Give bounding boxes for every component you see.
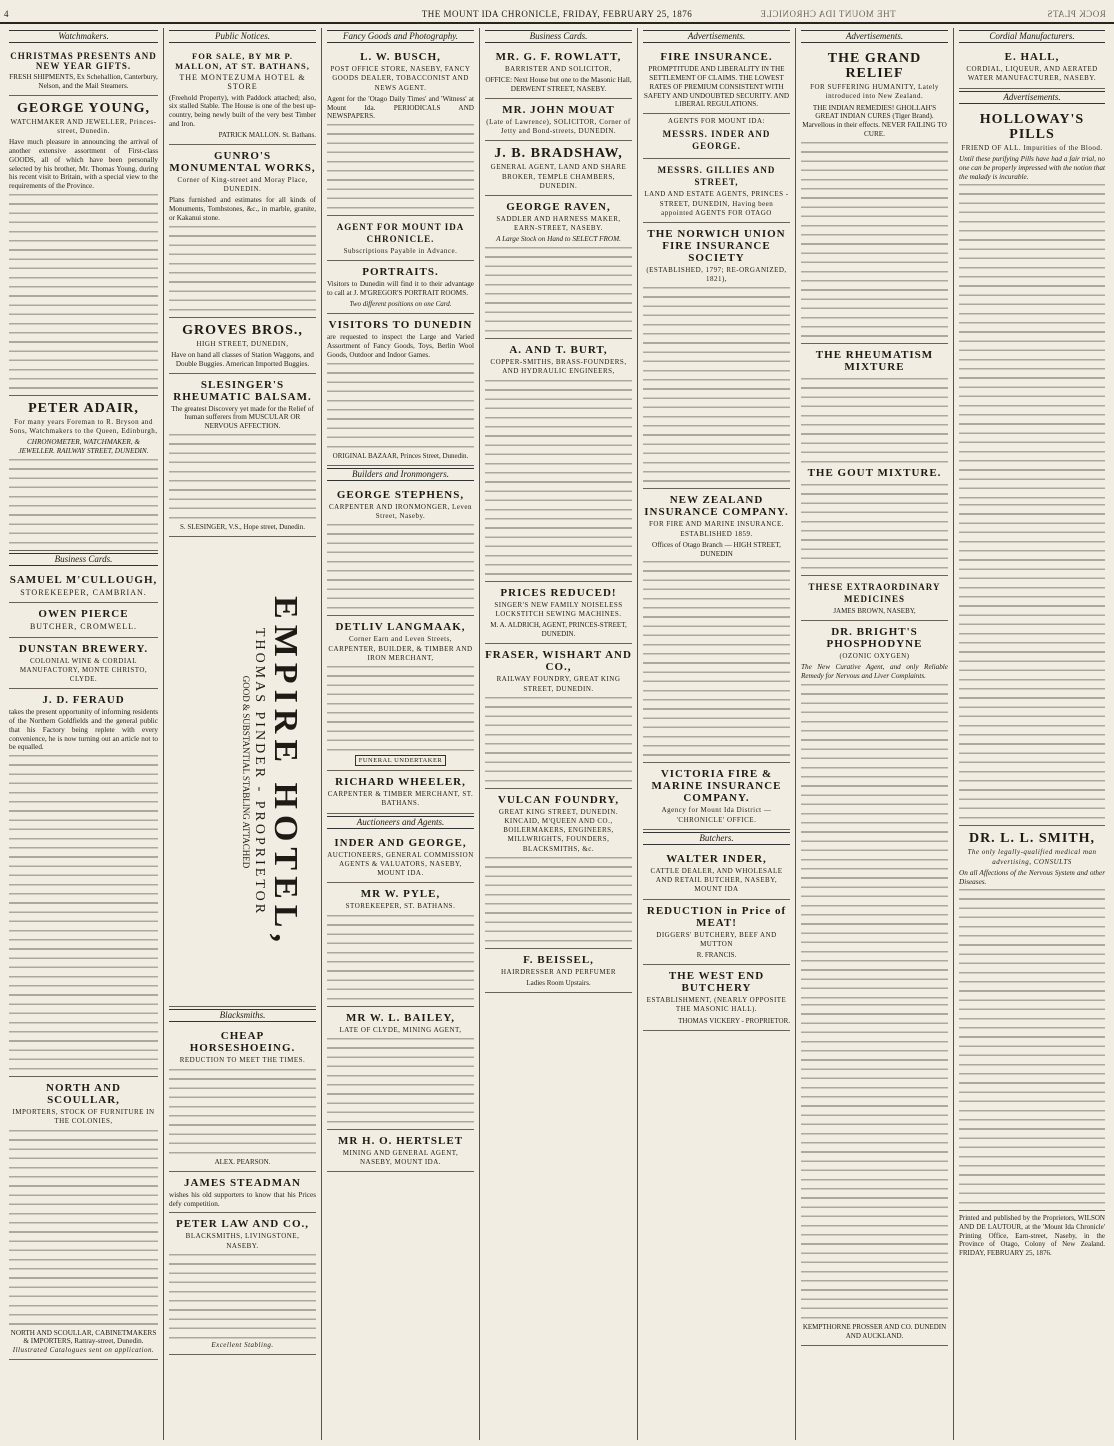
advert-heading: J. B. BRADSHAW,	[494, 146, 623, 162]
advert-heading: PORTRAITS.	[362, 266, 439, 279]
small-print-text	[801, 681, 948, 1001]
advert-bright-phosphodyne	[801, 621, 948, 1346]
advert-proprietor: THOMAS PINDER - PROPRIETOR	[251, 627, 267, 916]
advert-subheading: (OZONIC OXYGEN)	[839, 652, 910, 660]
advert-body: takes the present opportunity of informing residents of the Northern Goldfields and the general public that his Factory being replete with every convenience, he is now turning out an article not to be equalled.	[9, 708, 158, 752]
publisher-imprint: Printed and published by the Proprietors, WILSON AND DE LAUTOUR, at the 'Mount Ida Chronicle' Printing Office, Earn-street, Naseby, in the Province of Otago, Colony of New Zealand. FRIDAY, FEBRUARY 25, 1876.	[959, 1214, 1105, 1257]
advert-heading: SAMUEL M'CULLOUGH,	[9, 574, 158, 587]
advert-jd-feraud	[9, 689, 158, 1077]
funeral-undertaker-box: FUNERAL UNDERTAKER	[355, 755, 447, 766]
small-print-text	[485, 244, 632, 334]
advert-subheading: HAIRDRESSER AND PERFUMER	[500, 967, 617, 976]
advert-victoria-insurance	[643, 763, 790, 829]
small-print-text	[169, 1066, 316, 1156]
section-heading: Advertisements.	[959, 91, 1105, 104]
advert-a-and-t-burt	[485, 339, 632, 581]
small-print-text	[327, 912, 474, 1002]
column-2	[164, 28, 322, 1440]
advert-body: Until these purifying Pills have had a fair trial, no one can be properly impressed with the notion that the malady is incurable.	[959, 155, 1105, 181]
advert-heading: VICTORIA FIRE & MARINE INSURANCE COMPANY.	[651, 768, 782, 805]
advert-subheading: THE MONTEZUMA HOTEL & STORE	[179, 73, 306, 92]
small-print-text	[485, 377, 632, 577]
advert-heading: GEORGE YOUNG,	[16, 100, 151, 116]
advert-detliv-langmaak	[327, 616, 474, 771]
advert-body: are requested to inspect the Large and Varied Assortment of Fancy Goods, Toys, Berlin Wool Goods, Outdoor and Indoor Games.	[327, 333, 474, 359]
advert-heading: MESSRS. INDER AND GEORGE.	[662, 129, 771, 152]
advert-subheading: AUCTIONEERS, GENERAL COMMISSION AGENTS & VALUATORS, NASEBY, MOUNT IDA.	[327, 850, 474, 878]
advert-heading: THE NORWICH UNION FIRE INSURANCE SOCIETY	[647, 228, 786, 264]
advert-subheading: The only legally-qualified medical man advertising, CONSULTS	[967, 848, 1097, 866]
small-print-text	[327, 663, 474, 753]
advert-heading: NEW ZEALAND INSURANCE COMPANY.	[644, 494, 789, 519]
advert-subheading: Corner of King-street and Moray Place, DUNEDIN.	[177, 176, 308, 194]
column-4	[480, 28, 638, 1440]
advert-subheading: CARPENTER & TIMBER MERCHANT, ST. BATHANS.	[327, 790, 474, 808]
newspaper-title: THE MOUNT IDA CHRONICLE, FRIDAY, FEBRUARY 25, 1876	[421, 9, 693, 19]
small-print-text	[801, 1001, 948, 1321]
advert-footer: Excellent Stabling.	[211, 1340, 274, 1349]
advert-jb-bradshaw	[485, 141, 632, 196]
advert-heading: HOLLOWAY'S PILLS	[979, 111, 1085, 142]
advert-heading: FOR SALE, BY MR P. MALLON, AT ST. BATHANS,	[175, 51, 310, 72]
newspaper-columns	[4, 28, 1110, 1440]
advert-subheading: GREAT KING STREET, DUNEDIN. KINCAID, M'QUEEN AND CO., BOILERMAKERS, ENGINEERS, MILLWRIGHTS, FOUNDERS, BLACKSMITHS, &c.	[498, 807, 619, 853]
advert-subheading: STOREKEEPER, ST. BATHANS.	[345, 902, 456, 911]
advert-subheading: BLACKSMITHS, LIVINGSTONE, NASEBY.	[185, 1232, 300, 1250]
advert-body: wishes his old supporters to know that his Prices defy competition.	[169, 1190, 316, 1208]
advert-diggers-butchery	[643, 900, 790, 966]
advert-body: Have on hand all classes of Station Waggons, and Double Buggies. American Imported Buggies.	[171, 351, 314, 368]
advert-heading: CHRISTMAS PRESENTS AND NEW YEAR GIFTS.	[10, 51, 157, 72]
section-heading: Cordial Manufacturers.	[959, 30, 1105, 43]
advert-subheading: Corner Earn and Leven Streets, CARPENTER, BUILDER, & TIMBER AND IRON MERCHANT,	[328, 635, 473, 662]
advert-stabling: GOOD & SUBSTANTIAL STABLING ATTACHED	[240, 675, 251, 868]
advert-heading: THE WEST END BUTCHERY	[668, 970, 765, 995]
advert-body: A Large Stock on Hand to SELECT FROM.	[496, 235, 621, 244]
advert-lw-busch	[327, 46, 474, 216]
section-heading: Business Cards.	[485, 30, 632, 43]
advert-vulcan-foundry	[485, 789, 632, 949]
advert-heading: DUNSTAN BREWERY.	[18, 642, 149, 655]
advert-heading: THE RHEUMATISM MIXTURE	[815, 348, 934, 373]
advert-visitors-to-dunedin	[327, 314, 474, 466]
advert-holloways-pills	[959, 107, 1105, 827]
advert-heading: FIRE INSURANCE.	[660, 51, 773, 64]
advert-north-and-scoullar	[9, 1077, 158, 1360]
section-heading: Fancy Goods and Photography.	[327, 30, 474, 43]
section-heading: Builders and Ironmongers.	[327, 468, 474, 481]
small-print-text	[169, 1251, 316, 1341]
advert-heading: EMPIRE HOTEL,	[266, 595, 304, 948]
advert-heading: THE GRAND RELIEF	[827, 51, 922, 82]
advert-chronicle-agent	[327, 216, 474, 261]
advert-west-end-butchery	[643, 965, 790, 1031]
section-heading: Auctioneers and Agents.	[327, 816, 474, 829]
advert-subheading: LATE OF CLYDE, MINING AGENT,	[339, 1025, 462, 1034]
advert-subheading: LAND AND ESTATE AGENTS, PRINCES - STREET, DUNEDIN, Having been appointed AGENTS FOR OTAGO	[644, 190, 789, 217]
advert-montezuma-hotel	[169, 46, 316, 145]
advert-subheading: BUTCHER, CROMWELL.	[29, 622, 138, 632]
column-1	[4, 28, 164, 1440]
advert-cheap-horseshoeing	[169, 1025, 316, 1171]
column-7	[954, 28, 1110, 1440]
advert-slesingers-balsam	[169, 374, 316, 538]
advert-heading: MR. G. F. ROWLATT,	[495, 51, 622, 64]
advert-body: NORTH AND SCOULLAR, CABINETMAKERS & IMPORTERS, Rattray-street, Dunedin.	[10, 1328, 157, 1346]
advert-dunstan-brewery	[9, 638, 158, 690]
advert-subheading: FRIEND OF ALL. Impurities of the Blood.	[961, 143, 1103, 152]
advert-ho-hertslet	[327, 1130, 474, 1172]
advert-body: On all Affections of the Nervous System and other Diseases.	[959, 868, 1105, 886]
advert-subheading: HIGH STREET, DUNEDIN,	[196, 339, 289, 348]
advert-heading: L. W. BUSCH,	[360, 51, 441, 64]
advert-peter-law	[169, 1213, 316, 1355]
advert-body: Agent for the 'Otago Daily Times' and 'Witness' at Mount Ida. PERIODICALS AND NEWSPAPERS.	[327, 94, 474, 121]
advert-fraser-wishart	[485, 644, 632, 788]
advert-samuel-mcullough	[9, 569, 158, 603]
advert-subheading: Agency for Mount Ida District — 'CHRONICLE' OFFICE.	[661, 806, 772, 824]
small-print-text	[169, 223, 316, 313]
advert-body: (Freehold Property), with Paddock attached; also, six stalled Stable. The House is one of the best up-country, being newly built of the very best Timber and Iron.	[169, 93, 316, 128]
advert-signature: ORIGINAL BAZAAR, Princes Street, Dunedin.	[332, 451, 469, 460]
advert-heading: A. AND T. BURT,	[509, 344, 608, 357]
section-heading: Blacksmiths.	[169, 1009, 316, 1022]
advert-rheumatism-mixture	[801, 344, 948, 576]
small-print-text	[9, 752, 158, 1072]
advert-subheading: RAILWAY FOUNDRY, GREAT KING STREET, DUNEDIN.	[496, 675, 621, 693]
small-print-text	[801, 481, 948, 571]
advert-inder-and-george	[327, 832, 474, 884]
advert-subheading: GENERAL AGENT, LAND AND SHARE BROKER, TEMPLE CHAMBERS, DUNEDIN.	[490, 163, 627, 190]
advert-signature: THOMAS VICKERY - PROPRIETOR.	[678, 1016, 790, 1025]
advert-john-mouat	[485, 99, 632, 141]
advert-james-steadman	[169, 1172, 316, 1214]
advert-body: Plans furnished and estimates for all kinds of Monuments, Tombstones, &c., in marble, granite, or Kakanui stone.	[169, 196, 316, 222]
advert-fire-insurance	[643, 46, 790, 114]
masthead	[0, 6, 1114, 24]
advert-body: Visitors to Dunedin will find it to their advantage to call at J. M'GREGOR'S PORTRAIT ROOMS.	[327, 280, 474, 298]
column-5	[638, 28, 796, 1440]
advert-owen-pierce	[9, 603, 158, 637]
advert-new-zealand-insurance	[643, 489, 790, 763]
advert-body: Offices of Otago Branch — HIGH STREET, DUNEDIN	[652, 540, 781, 558]
advert-heading: THESE EXTRAORDINARY MEDICINES	[808, 581, 941, 604]
advert-subheading: STOREKEEPER, CAMBRIAN.	[20, 588, 147, 598]
advert-body: CHRONOMETER, WATCHMAKER, & JEWELLER. RAILWAY STREET, DUNEDIN.	[18, 438, 149, 456]
advert-heading: VISITORS TO DUNEDIN	[328, 319, 473, 332]
advert-heading: VULCAN FOUNDRY,	[497, 793, 620, 806]
advert-subheading: (ESTABLISHED, 1797; RE-ORGANIZED, 1821),	[646, 266, 787, 284]
advert-heading: GEORGE RAVEN,	[506, 201, 611, 214]
advert-body: The New Curative Agent, and only Reliable Remedy for Nervous and Liver Complaints.	[801, 663, 948, 680]
section-heading: Business Cards.	[9, 553, 158, 566]
advert-subheading: SADDLER AND HARNESS MAKER, EARN-STREET, NASEBY.	[496, 215, 621, 233]
small-print-text	[959, 501, 1105, 821]
bleed-through-text-left: THE MOUNT IDA CHRONICLE	[760, 9, 896, 19]
advert-footer: Illustrated Catalogues sent on application.	[12, 1346, 155, 1355]
small-print-text	[643, 558, 790, 758]
advert-signature: Ladies Room Upstairs.	[526, 979, 591, 988]
small-print-text	[801, 375, 948, 465]
advert-subheading: (Late of Lawrence), SOLICITOR, Corner of Jetty and Bond-streets, DUNEDIN.	[486, 118, 631, 136]
advert-subheading: REDUCTION TO MEET THE TIMES.	[179, 1056, 306, 1065]
advert-empire-hotel	[169, 537, 316, 1007]
small-print-text	[485, 854, 632, 944]
advert-norwich-union	[643, 223, 790, 489]
small-print-text	[643, 284, 790, 484]
advert-signature: PATRICK MALLON. St. Bathans.	[218, 130, 316, 139]
advert-richard-wheeler	[327, 771, 474, 813]
advert-signature: S. SLESINGER, V.S., Hope street, Dunedin.	[180, 522, 305, 531]
advert-heading: PETER LAW AND CO.,	[175, 1218, 309, 1231]
advert-subheading: POST OFFICE STORE, NASEBY, FANCY GOODS DEALER, TOBACCONIST AND NEWS AGENT.	[330, 65, 471, 92]
bleed-through-text-right: ROCK PLATS	[1047, 9, 1106, 19]
advert-signature: Two different positions on one Card.	[349, 300, 452, 308]
advert-agents-mount-ida	[643, 114, 790, 159]
advert-subheading: FOR SUFFERING HUMANITY, Lately introduced into New Zealand.	[810, 83, 939, 101]
advert-heading: J. D. FERAUD	[42, 694, 125, 707]
advert-gf-rowlatt	[485, 46, 632, 99]
rotated-advert-text	[183, 547, 303, 997]
advert-w-pyle	[327, 883, 474, 1006]
advert-heading: MR W. PYLE,	[360, 888, 441, 901]
section-heading: Public Notices.	[169, 30, 316, 43]
advert-subheading: DIGGERS' BUTCHERY, BEEF AND MUTTON	[656, 930, 777, 948]
advert-heading: INDER AND GEORGE,	[334, 836, 467, 849]
advert-george-young	[9, 96, 158, 396]
advert-george-stephens	[327, 484, 474, 616]
advert-subheading: For many years Foreman to R. Bryson and Sons, Watchmakers to the Queen, Edinburgh,	[9, 417, 158, 436]
advert-peter-adair	[9, 396, 158, 551]
advert-signature: JAMES BROWN, NASEBY,	[833, 606, 916, 615]
small-print-text	[9, 1127, 158, 1327]
small-print-text	[169, 431, 316, 521]
advert-subheading: WATCHMAKER AND JEWELLER, Princes-street, Dunedin.	[10, 117, 157, 135]
advert-e-hall	[959, 46, 1105, 88]
advert-body: The greatest Discovery yet made for the Relief of human sufferers from MUSCULAR OR NERVOUS AFFECTION.	[171, 404, 314, 431]
advert-f-beissel	[485, 949, 632, 993]
advert-body: Have much pleasure in announcing the arrival of another extensive assortment of First-class GOODS, all of which have been personally selected by his brother, Mr. Thomas Young, during his recent visit to Britain, with a special view to the requirements of the Province.	[9, 138, 158, 191]
advert-heading: AGENT FOR MOUNT IDA CHRONICLE.	[336, 222, 465, 245]
advert-signature: KEMPTHORNE PROSSER AND CO. DUNEDIN AND AUCKLAND.	[802, 1322, 947, 1340]
advert-heading: GROVES BROS.,	[182, 322, 303, 338]
advert-grand-relief	[801, 46, 948, 344]
advert-heading: F. BEISSEL,	[523, 953, 594, 966]
advert-signature: R. FRANCIS.	[696, 951, 737, 960]
advert-subheading: IMPORTERS, STOCK OF FURNITURE IN THE COLONIES,	[12, 1108, 155, 1126]
advert-heading: RICHARD WHEELER,	[335, 776, 466, 789]
advert-heading: MR H. O. HERTSLET	[337, 1134, 464, 1147]
advert-subheading: Subscriptions Payable in Advance.	[343, 247, 458, 256]
advert-subheading: FOR FIRE AND MARINE INSURANCE. ESTABLISHED 1859.	[649, 520, 784, 538]
advert-body: PROMPTITUDE AND LIBERALITY IN THE SETTLEMENT OF CLAIMS. THE LOWEST RATES OF PREMIUM CONSISTENT WITH SAFETY AND UNDOUBTED SECURITY. AND LIBERAL REGULATIONS.	[643, 65, 790, 109]
advert-subheading: SINGER'S NEW FAMILY NOISELESS LOCKSTITCH SEWING MACHINES.	[494, 600, 623, 618]
small-print-text	[801, 139, 948, 339]
advert-heading: MR. JOHN MOUAT	[502, 104, 615, 116]
advert-subheading: CARPENTER AND IRONMONGER, Leven Street, Naseby.	[328, 503, 473, 521]
advert-heading: DR. L. L. SMITH,	[968, 831, 1096, 847]
advert-body: FRESH SHIPMENTS, Ex Schehallion, Canterbury, Nelson, and the Mail Steamers.	[9, 73, 158, 90]
advert-christmas-presents	[9, 46, 158, 96]
advert-gunros-monumental	[169, 145, 316, 318]
section-heading: Butchers.	[643, 832, 790, 845]
advert-heading: NORTH AND SCOULLAR,	[46, 1082, 121, 1107]
advert-subheading: ESTABLISHMENT, (NEARLY OPPOSITE THE MASONIC HALL).	[646, 996, 787, 1014]
advert-heading: PETER ADAIR,	[28, 400, 139, 416]
advert-subheading: CATTLE DEALER, AND WHOLESALE AND RETAIL BUTCHER, NASEBY, MOUNT IDA	[650, 867, 783, 894]
advert-extraordinary-medicines	[801, 576, 948, 621]
advert-heading: FRASER, WISHART AND CO.,	[485, 649, 632, 674]
advert-gillies-and-street	[643, 159, 790, 223]
advert-singers-sewing-machines	[485, 582, 632, 645]
advert-body: OFFICE: Next House but one to the Masonic Hall, DERWENT STREET, NASEBY.	[485, 76, 632, 94]
advert-body: THE INDIAN REMEDIES! GHOLLAH'S GREAT INDIAN CURES (Tiger Brand). Marvellous in their effects. NEVER FAILING TO CURE.	[802, 103, 947, 138]
small-print-text	[959, 181, 1105, 501]
advert-heading: MESSRS. GILLIES AND STREET,	[657, 165, 776, 188]
advert-heading: GUNRO'S MONUMENTAL WORKS,	[169, 150, 316, 174]
small-print-text	[327, 360, 474, 450]
advert-portraits	[327, 261, 474, 314]
advert-subheading: COLONIAL WINE & CORDIAL MANUFACTORY, MONTE CHRISTO, CLYDE.	[19, 656, 148, 683]
page-number: 4	[4, 9, 9, 19]
advert-heading: REDUCTION in Price of MEAT!	[646, 904, 787, 929]
advert-wl-bailey	[327, 1007, 474, 1130]
advert-subheading: COPPER-SMITHS, BRASS-FOUNDERS, AND HYDRAULIC ENGINEERS,	[490, 358, 627, 376]
advert-subheading: MINING AND GENERAL AGENT, NASEBY, MOUNT IDA.	[342, 1148, 459, 1167]
advert-heading: GEORGE STEPHENS,	[336, 489, 465, 501]
small-print-text	[9, 456, 158, 546]
advert-groves-bros	[169, 318, 316, 374]
section-heading: Advertisements.	[643, 30, 790, 43]
column-6	[796, 28, 954, 1440]
small-print-text	[327, 521, 474, 611]
advert-heading: JAMES STEADMAN	[184, 1176, 301, 1189]
advert-heading: CHEAP HORSESHOEING.	[189, 1030, 296, 1055]
section-heading: Advertisements.	[801, 30, 948, 43]
advert-subheading: CORDIAL, LIQUEUR, AND AERATED WATER MANUFACTURER, NASEBY.	[966, 65, 1098, 83]
advert-subheading: AGENTS FOR MOUNT IDA:	[668, 117, 765, 126]
advert-heading: PRICES REDUCED!	[500, 586, 617, 599]
column-3	[322, 28, 480, 1440]
advert-heading: MR W. L. BAILEY,	[345, 1011, 456, 1024]
advert-dr-ll-smith	[959, 826, 1105, 1211]
advert-heading: SLESINGER'S RHEUMATIC BALSAM.	[173, 378, 312, 403]
advert-heading: OWEN PIERCE	[38, 608, 129, 621]
small-print-text	[485, 694, 632, 784]
advert-walter-inder	[643, 848, 790, 900]
small-print-text	[9, 191, 158, 391]
small-print-text	[327, 1035, 474, 1125]
advert-signature: ALEX. PEARSON.	[214, 1157, 271, 1166]
advert-subheading: THE GOUT MIXTURE.	[807, 466, 942, 479]
small-print-text	[327, 121, 474, 211]
advert-heading: E. HALL,	[1004, 51, 1060, 64]
advert-george-raven	[485, 196, 632, 339]
advert-heading: WALTER INDER,	[666, 853, 767, 866]
advert-heading: DR. BRIGHT'S PHOSPHODYNE	[826, 626, 923, 650]
advert-subheading: BARRISTER AND SOLICITOR,	[505, 65, 612, 74]
section-heading: Watchmakers.	[9, 30, 158, 43]
advert-heading: DETLIV LANGMAAK,	[335, 621, 466, 634]
small-print-text	[959, 886, 1105, 1206]
advert-signature: M. A. ALDRICH, AGENT, PRINCES-STREET, DUNEDIN.	[490, 621, 627, 639]
